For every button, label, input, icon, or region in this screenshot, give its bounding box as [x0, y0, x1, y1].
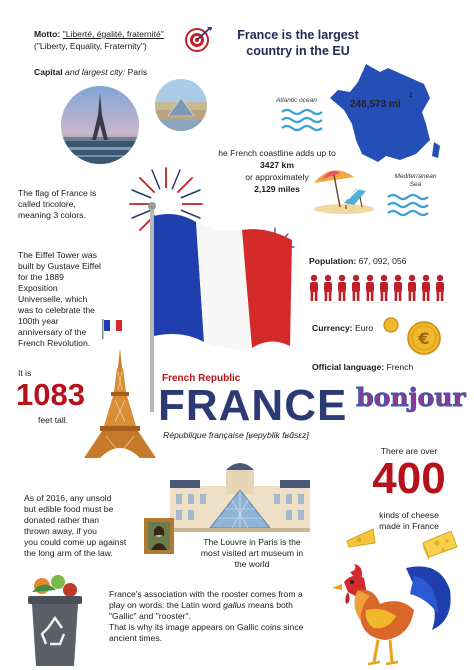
capital-label: Capital	[34, 67, 63, 77]
eiffel-tower-illustration	[78, 348, 162, 458]
eiffel-fact-line: for the 1889	[18, 272, 64, 282]
rooster-fact-line: "Gallic" and "rooster".	[109, 611, 191, 621]
language-label: Official language:	[312, 362, 385, 372]
louvre-fact-line: the world	[234, 559, 270, 569]
eiffel-fact-line: built by Gustave Eiffel	[18, 261, 101, 271]
food-fact	[24, 493, 154, 559]
cheese-icon	[345, 525, 377, 549]
eiffel-fact-line: French Revolution.	[18, 338, 91, 348]
food-fact-line: you could come up against	[24, 537, 127, 547]
height-number: 1083	[16, 377, 85, 412]
louvre-fact-line: most visited art museum in	[200, 548, 304, 558]
bonjour-word-art	[356, 378, 466, 418]
food-fact-line: thrown away, if you	[24, 526, 97, 536]
cheese-intro: There are over	[380, 446, 438, 456]
rooster-illustration	[330, 560, 456, 668]
rooster-fact-line: France's association with the rooster comes from a	[109, 589, 303, 599]
rooster-fact-line: That is why its image appears on Gallic coins since	[109, 622, 304, 632]
coastline-line3: or approximately	[245, 172, 309, 182]
flag-fact-line: meaning 3 colors.	[18, 210, 86, 220]
beach-umbrella-icon	[310, 163, 376, 215]
euro-coin-icon	[382, 316, 442, 358]
heading-line2: country in the EU	[246, 44, 350, 58]
target-icon	[183, 25, 213, 53]
recycling-bin-icon	[22, 572, 88, 668]
food-fact-line: the long arm of the law.	[24, 548, 113, 558]
mini-flag-icon	[101, 318, 125, 340]
heading-line1: France is the largest	[237, 28, 359, 42]
food-fact-line: As of 2016, any unsold	[24, 493, 112, 503]
eiffel-fact-line: was to celebrate the	[18, 305, 95, 315]
motto-line	[34, 29, 184, 40]
capital-value: Paris	[127, 67, 148, 77]
motto-label: Motto:	[34, 29, 61, 39]
area-value	[350, 99, 401, 110]
capital-line	[34, 67, 194, 78]
rooster-latin-word: gallus	[223, 600, 246, 610]
rooster-text-post: means both	[245, 600, 293, 610]
coastline-km: 3427 km	[260, 160, 294, 170]
population-value: 67, 092, 056	[358, 256, 407, 266]
flag-fact-line: called tricolore,	[18, 199, 76, 209]
currency-label: Currency:	[312, 323, 353, 333]
sea-label: Sea	[409, 181, 422, 188]
cheese-line1: kinds of cheese	[379, 510, 439, 520]
area-number: 248,573	[350, 99, 387, 110]
flag-fact-line: The flag of France is	[18, 188, 97, 198]
cheese-icon	[421, 529, 459, 561]
population-line	[309, 256, 469, 267]
atlantic-label: Atlantic ocean	[276, 97, 317, 104]
waves-icon	[387, 193, 429, 217]
flag-fact	[18, 188, 108, 221]
height-intro: It is	[18, 368, 32, 378]
motto-french: "Liberté, égalité, fraternité"	[62, 29, 164, 39]
eiffel-photo	[60, 85, 140, 165]
height-unit: feet tall.	[38, 415, 69, 425]
republic-label: French Republic	[162, 373, 241, 384]
food-fact-line: donated rather than	[24, 515, 100, 525]
coastline-line1: he French coastline adds up to	[218, 148, 336, 158]
mediterranean-label: Mediterranean	[394, 173, 437, 180]
area-exponent: 2	[409, 93, 413, 99]
waves-icon	[281, 108, 323, 132]
bonjour-word: bonjour	[356, 383, 466, 412]
language-value: French	[386, 362, 414, 372]
rooster-fact	[109, 589, 327, 644]
rooster-fact-line	[109, 600, 327, 611]
food-fact-line: but edible food must be	[24, 504, 114, 514]
language-line	[312, 362, 462, 373]
rooster-fact-line: ancient times.	[109, 633, 163, 643]
eiffel-fact-line: Exposition	[18, 283, 58, 293]
capital-connector: and largest city:	[65, 67, 126, 77]
motto-translation: ("Liberty, Equality, Fraternity")	[34, 41, 147, 51]
louvre-photo	[154, 78, 208, 132]
population-label: Population:	[309, 256, 357, 266]
cheese-number: 400	[372, 454, 446, 503]
cheese-line2: made in France	[379, 521, 439, 531]
eiffel-fact-line: The Eiffel Tower was	[18, 250, 97, 260]
eiffel-fact-line: 100th year	[18, 316, 59, 326]
eiffel-fact-line: anniversary of the	[18, 327, 87, 337]
louvre-fact	[192, 537, 312, 570]
louvre-illustration	[170, 458, 310, 532]
area-unit: mi	[388, 99, 401, 110]
rooster-text-pre: play on words: the Latin word	[109, 600, 224, 610]
coastline-miles: 2,129 miles	[254, 184, 300, 194]
svg-text:€: €	[418, 329, 430, 348]
native-name: République française [ʁepyblik fʁɑ̃sɛz]	[163, 430, 309, 440]
people-icon	[308, 274, 448, 302]
heading	[228, 27, 368, 59]
louvre-fact-line: The Louvre in Paris is the	[203, 537, 301, 547]
country-name: FRANCE	[158, 381, 348, 430]
eiffel-fact-line: Universelle, which	[18, 294, 88, 304]
currency-value: Euro	[354, 323, 374, 333]
